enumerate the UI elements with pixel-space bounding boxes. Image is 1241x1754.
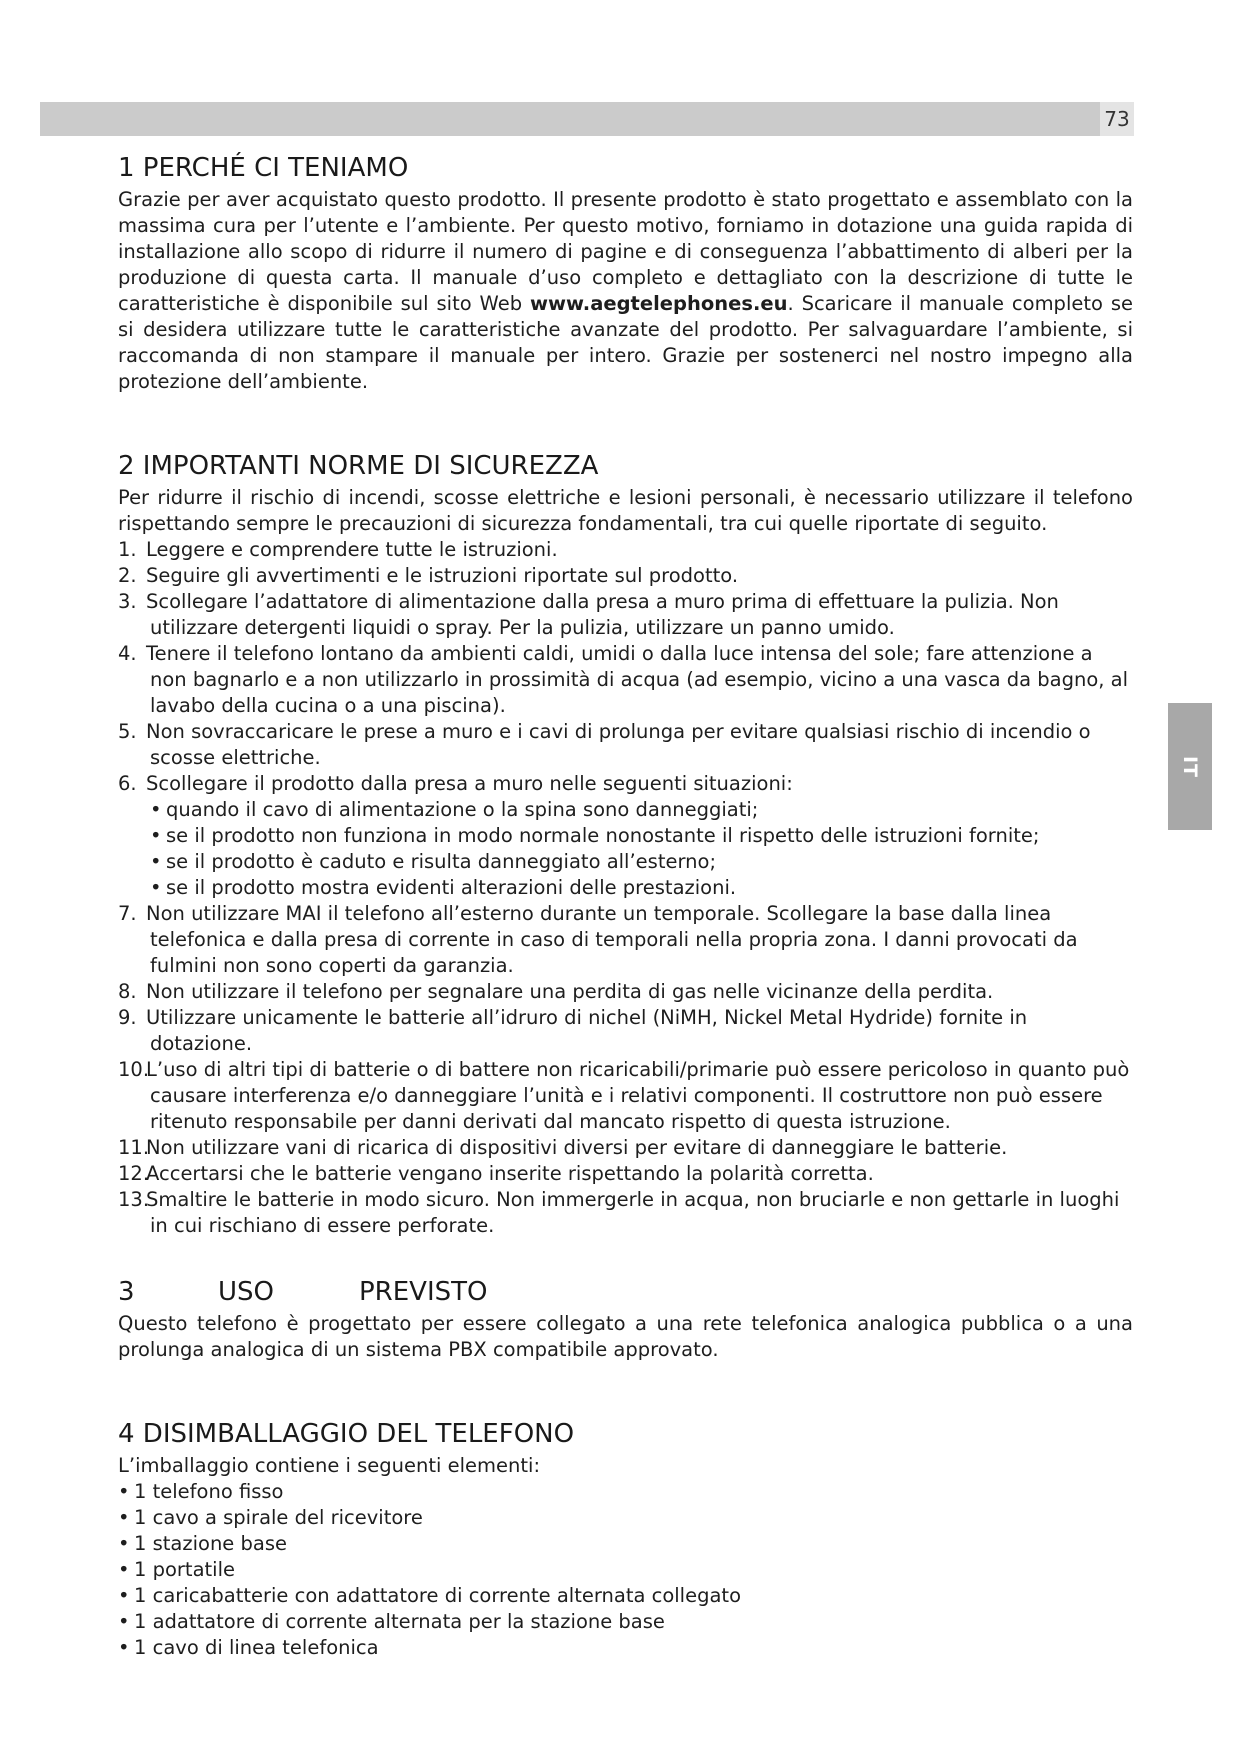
section-3-word-1: USO <box>218 1277 274 1307</box>
list-item <box>118 1005 1133 1057</box>
website-link[interactable]: www.aegtelephones.eu <box>529 292 788 315</box>
package-contents-list <box>118 1479 1133 1661</box>
list-item <box>118 1057 1133 1135</box>
section-3-number: 3 <box>118 1277 135 1307</box>
section-1-text <box>118 187 1133 395</box>
item-number: 11. <box>118 1136 150 1159</box>
sub-item-text: quando il cavo di alimentazione o la spina sono danneggiati; <box>166 798 759 821</box>
item-text: Seguire gli avvertimenti e le istruzioni riportate sul prodotto. <box>146 564 739 587</box>
item-number: 13. <box>118 1188 150 1211</box>
section-3-text: Questo telefono è progettato per essere collegato a una rete telefonica analogica pubblica o a una prolunga analogica di un sistema PBX compatibile approvato. <box>118 1312 1133 1361</box>
section-3-title <box>118 1275 1133 1309</box>
section-2-title: 2 IMPORTANTI NORME DI SICUREZZA <box>118 451 599 481</box>
bullet-icon: • <box>150 824 162 847</box>
item-number: 6. <box>118 772 137 795</box>
item-text: 1 cavo di linea telefonica <box>134 1636 379 1659</box>
list-item <box>118 589 1133 641</box>
item-text: Utilizzare unicamente le batterie all’idruro di nichel (NiMH, Nickel Metal Hydride) fornite in dotazione. <box>146 1006 1028 1055</box>
section-why-we-care <box>118 151 1133 395</box>
bullet-icon: • <box>118 1584 130 1607</box>
item-text: Non utilizzare il telefono per segnalare una perdita di gas nelle vicinanze della perdita. <box>146 980 994 1003</box>
item-text: Non utilizzare vani di ricarica di dispositivi diversi per evitare di danneggiare le batterie. <box>146 1136 1008 1159</box>
sub-item-text: se il prodotto non funziona in modo normale nonostante il rispetto delle istruzioni fornite; <box>166 824 1040 847</box>
item-text: Non utilizzare MAI il telefono all’esterno durante un temporale. Scollegare la base dalla linea telefonica e dalla presa di corrente in caso di temporali nella propria zona. I danni provocati da fulmini non sono coperti da garanzia. <box>146 902 1078 977</box>
list-item <box>118 901 1133 979</box>
safety-list <box>118 537 1133 1239</box>
item-number: 10. <box>118 1058 150 1081</box>
list-item <box>118 1609 1133 1635</box>
bullet-icon: • <box>150 850 162 873</box>
item-number: 5. <box>118 720 137 743</box>
bullet-icon: • <box>118 1480 130 1503</box>
item-text: 1 telefono fisso <box>134 1480 284 1503</box>
language-tab <box>1168 703 1212 830</box>
section-4-title: 4 DISIMBALLAGGIO DEL TELEFONO <box>118 1419 575 1449</box>
section-unpacking <box>118 1417 1133 1661</box>
item-number: 3. <box>118 590 137 613</box>
item-text: 1 caricabatterie con adattatore di corrente alternata collegato <box>134 1584 741 1607</box>
list-item <box>118 641 1133 719</box>
bullet-icon: • <box>150 798 162 821</box>
item-text: Scollegare il prodotto dalla presa a muro nelle seguenti situazioni: <box>146 772 793 795</box>
item-text: Accertarsi che le batterie vengano inserite rispettando la polarità corretta. <box>146 1162 874 1185</box>
section-1-title: 1 PERCHÉ CI TENIAMO <box>118 153 409 183</box>
item-text: 1 portatile <box>134 1558 236 1581</box>
header-bar <box>40 102 1100 136</box>
sub-item <box>150 823 1133 849</box>
section-4-intro: L’imballaggio contiene i seguenti elementi: <box>118 1454 541 1477</box>
item-number: 8. <box>118 980 137 1003</box>
sub-item-text: se il prodotto è caduto e risulta danneggiato all’esterno; <box>166 850 717 873</box>
sub-list <box>150 797 1133 901</box>
bullet-icon: • <box>118 1558 130 1581</box>
list-item <box>118 1161 1133 1187</box>
item-text: 1 stazione base <box>134 1532 287 1555</box>
page-number: 73 <box>1100 102 1134 136</box>
item-number: 4. <box>118 642 137 665</box>
list-item <box>118 771 1133 901</box>
item-text: Smaltire le batterie in modo sicuro. Non immergerle in acqua, non bruciarle e non gettarle in luoghi in cui rischiano di essere perforate. <box>146 1188 1120 1237</box>
list-item <box>118 1505 1133 1531</box>
list-item <box>118 1635 1133 1661</box>
list-item <box>118 719 1133 771</box>
item-number: 2. <box>118 564 137 587</box>
item-number: 1. <box>118 538 137 561</box>
sub-item-text: se il prodotto mostra evidenti alterazioni delle prestazioni. <box>166 876 737 899</box>
sub-item <box>150 797 1133 823</box>
item-text: Non sovraccaricare le prese a muro e i cavi di prolunga per evitare qualsiasi rischio di incendio o scosse elettriche. <box>146 720 1091 769</box>
list-item <box>118 537 1133 563</box>
sub-item <box>150 875 1133 901</box>
list-item <box>118 1187 1133 1239</box>
list-item <box>118 1531 1133 1557</box>
section-1-text-b: . Scaricare il manuale completo se si desidera utilizzare tutte le caratteristiche avanzate del prodotto. Per salvaguardare l’ambiente, si raccomanda di non stampare il manuale per intero. Grazie per sostenerci nel nostro impegno alla protezione dell’ambiente. <box>118 292 1133 393</box>
bullet-icon: • <box>150 876 162 899</box>
item-number: 9. <box>118 1006 137 1029</box>
list-item <box>118 1479 1133 1505</box>
list-item <box>118 1583 1133 1609</box>
bullet-icon: • <box>118 1636 130 1659</box>
list-item <box>118 979 1133 1005</box>
item-text: Tenere il telefono lontano da ambienti caldi, umidi o dalla luce intensa del sole; fare attenzione a non bagnarlo e a non utilizzarlo in prossimità di acqua (ad esempio, vicino a una vasca da bagno, al lavabo della cucina o a una piscina). <box>146 642 1129 717</box>
language-tab-label: IT <box>1179 755 1201 778</box>
section-1-text-a: Grazie per aver acquistato questo prodotto. Il presente prodotto è stato progettato e assemblato con la massima cura per l’utente e l’ambiente. Per questo motivo, forniamo in dotazione una guida rapida di installazione allo scopo di ridurre il numero di pagine e di conseguenza l’abbattimento di alberi per la produzione di questa carta. Il manuale d’uso completo e dettagliato con la descrizione di tutte le caratteristiche è disponibile sul sito Web <box>118 188 1133 315</box>
bullet-icon: • <box>118 1532 130 1555</box>
bullet-icon: • <box>118 1610 130 1633</box>
list-item <box>118 563 1133 589</box>
section-intended-use <box>118 1275 1133 1363</box>
item-number: 12. <box>118 1162 150 1185</box>
list-item <box>118 1557 1133 1583</box>
section-safety <box>118 449 1133 1239</box>
item-number: 7. <box>118 902 137 925</box>
list-item <box>118 1135 1133 1161</box>
item-text: Leggere e comprendere tutte le istruzioni. <box>146 538 558 561</box>
item-text: Scollegare l’adattatore di alimentazione dalla presa a muro prima di effettuare la pulizia. Non utilizzare detergenti liquidi o spray. Per la pulizia, utilizzare un panno umido. <box>146 590 1059 639</box>
sub-item <box>150 849 1133 875</box>
section-3-word-2: PREVISTO <box>359 1277 488 1307</box>
section-2-intro: Per ridurre il rischio di incendi, scosse elettriche e lesioni personali, è necessario utilizzare il telefono rispettando sempre le precauzioni di sicurezza fondamentali, tra cui quelle riportate di seguito. <box>118 486 1133 535</box>
item-text: L’uso di altri tipi di batterie o di battere non ricaricabili/primarie può essere pericoloso in quanto può causare interferenza e/o danneggiare l’unità e i relativi componenti. Il costruttore non può essere ritenuto responsabile per danni derivati dal mancato rispetto di questa istruzione. <box>146 1058 1130 1133</box>
item-text: 1 cavo a spirale del ricevitore <box>134 1506 423 1529</box>
bullet-icon: • <box>118 1506 130 1529</box>
item-text: 1 adattatore di corrente alternata per la stazione base <box>134 1610 665 1633</box>
